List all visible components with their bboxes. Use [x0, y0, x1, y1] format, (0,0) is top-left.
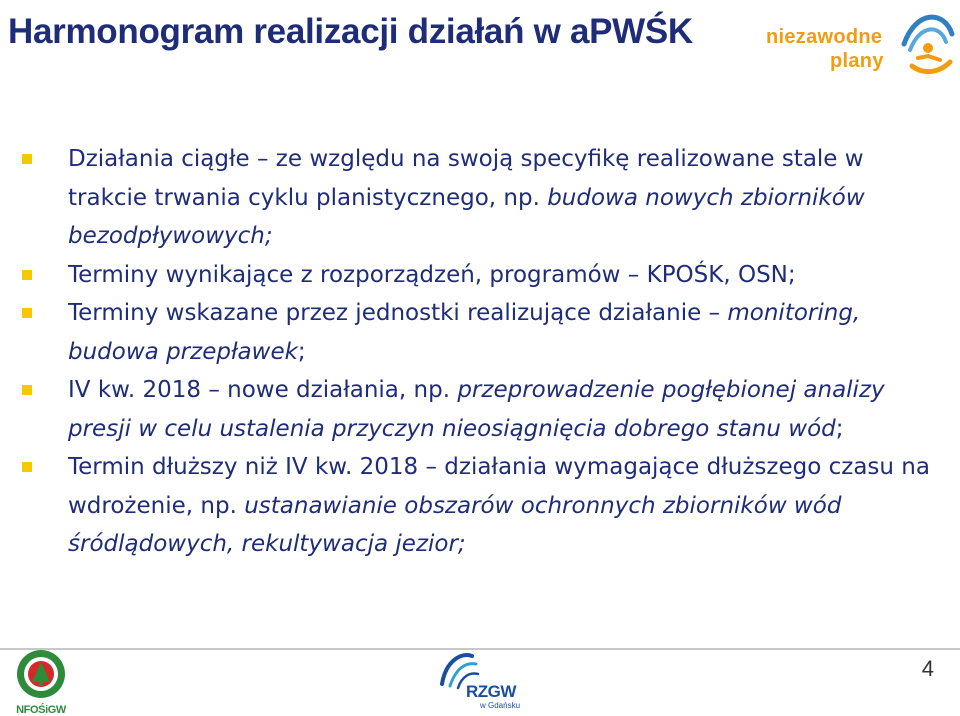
bullet-item: [18, 140, 948, 256]
bullet-text: Terminy wskazane przez jednostki realizujące działanie –: [68, 300, 728, 326]
bullet-text: ;: [297, 338, 306, 365]
bullet-item: [18, 294, 948, 371]
bullet-text-italic: budowa nowych zbiorników bezodpływowych;: [68, 184, 865, 249]
bullet-text-italic: monitoring, budowa przepławek: [68, 300, 861, 365]
niezawodne-plany-logo: [764, 4, 960, 90]
bullet-list: [18, 140, 948, 564]
rzgw-sublabel: w Gdańsku: [480, 701, 521, 710]
bullet-square-icon: [22, 462, 32, 472]
bullet-text: Działania ciągłe – ze względu na swoją specyfikę realizowane stale w trakcie trwania cyklu planistycznego, np.: [68, 146, 864, 211]
page-number: 4: [921, 656, 934, 681]
bullet-square-icon: [22, 154, 32, 164]
bullet-text-italic: ustanawianie obszarów ochronnych zbiorników wód śródlądowych, rekultywacja jezior;: [68, 492, 842, 557]
bullet-item: [18, 448, 948, 564]
rzgw-label: RZGW: [466, 682, 516, 701]
bullet-text-italic: przeprowadzenie pogłębionej analizy presji w celu ustalenia przyczyn nieosiągnięcia dobrego stanu wód: [68, 377, 885, 442]
bullet-item: [18, 256, 948, 295]
logo-text-line2: plany: [830, 50, 884, 72]
swimmer-wave-icon: [898, 4, 958, 90]
bullet-item: [18, 371, 948, 448]
bullet-square-icon: [22, 385, 32, 395]
nfosigw-label: NFOŚiGW: [16, 704, 66, 716]
nfosigw-emblem-icon: [8, 648, 74, 706]
rzgw-logo: [432, 650, 552, 714]
bullet-text: ;: [835, 415, 844, 442]
logo-text-line1: niezawodne: [766, 26, 883, 48]
bullet-text: IV kw. 2018 – nowe działania, np.: [68, 377, 458, 403]
nfosigw-logo: [8, 648, 74, 716]
bullet-text: Termin dłuższy niż IV kw. 2018 – działania wymagające dłuższego czasu na wdrożenie, np.: [68, 454, 930, 519]
bullet-text: Terminy wynikające z rozporządzeń, programów – KPOŚK, OSN;: [68, 261, 796, 288]
slide-title: Harmonogram realizacji działań w aPWŚK: [8, 12, 693, 51]
bullet-square-icon: [22, 308, 32, 318]
bullet-square-icon: [22, 270, 32, 280]
